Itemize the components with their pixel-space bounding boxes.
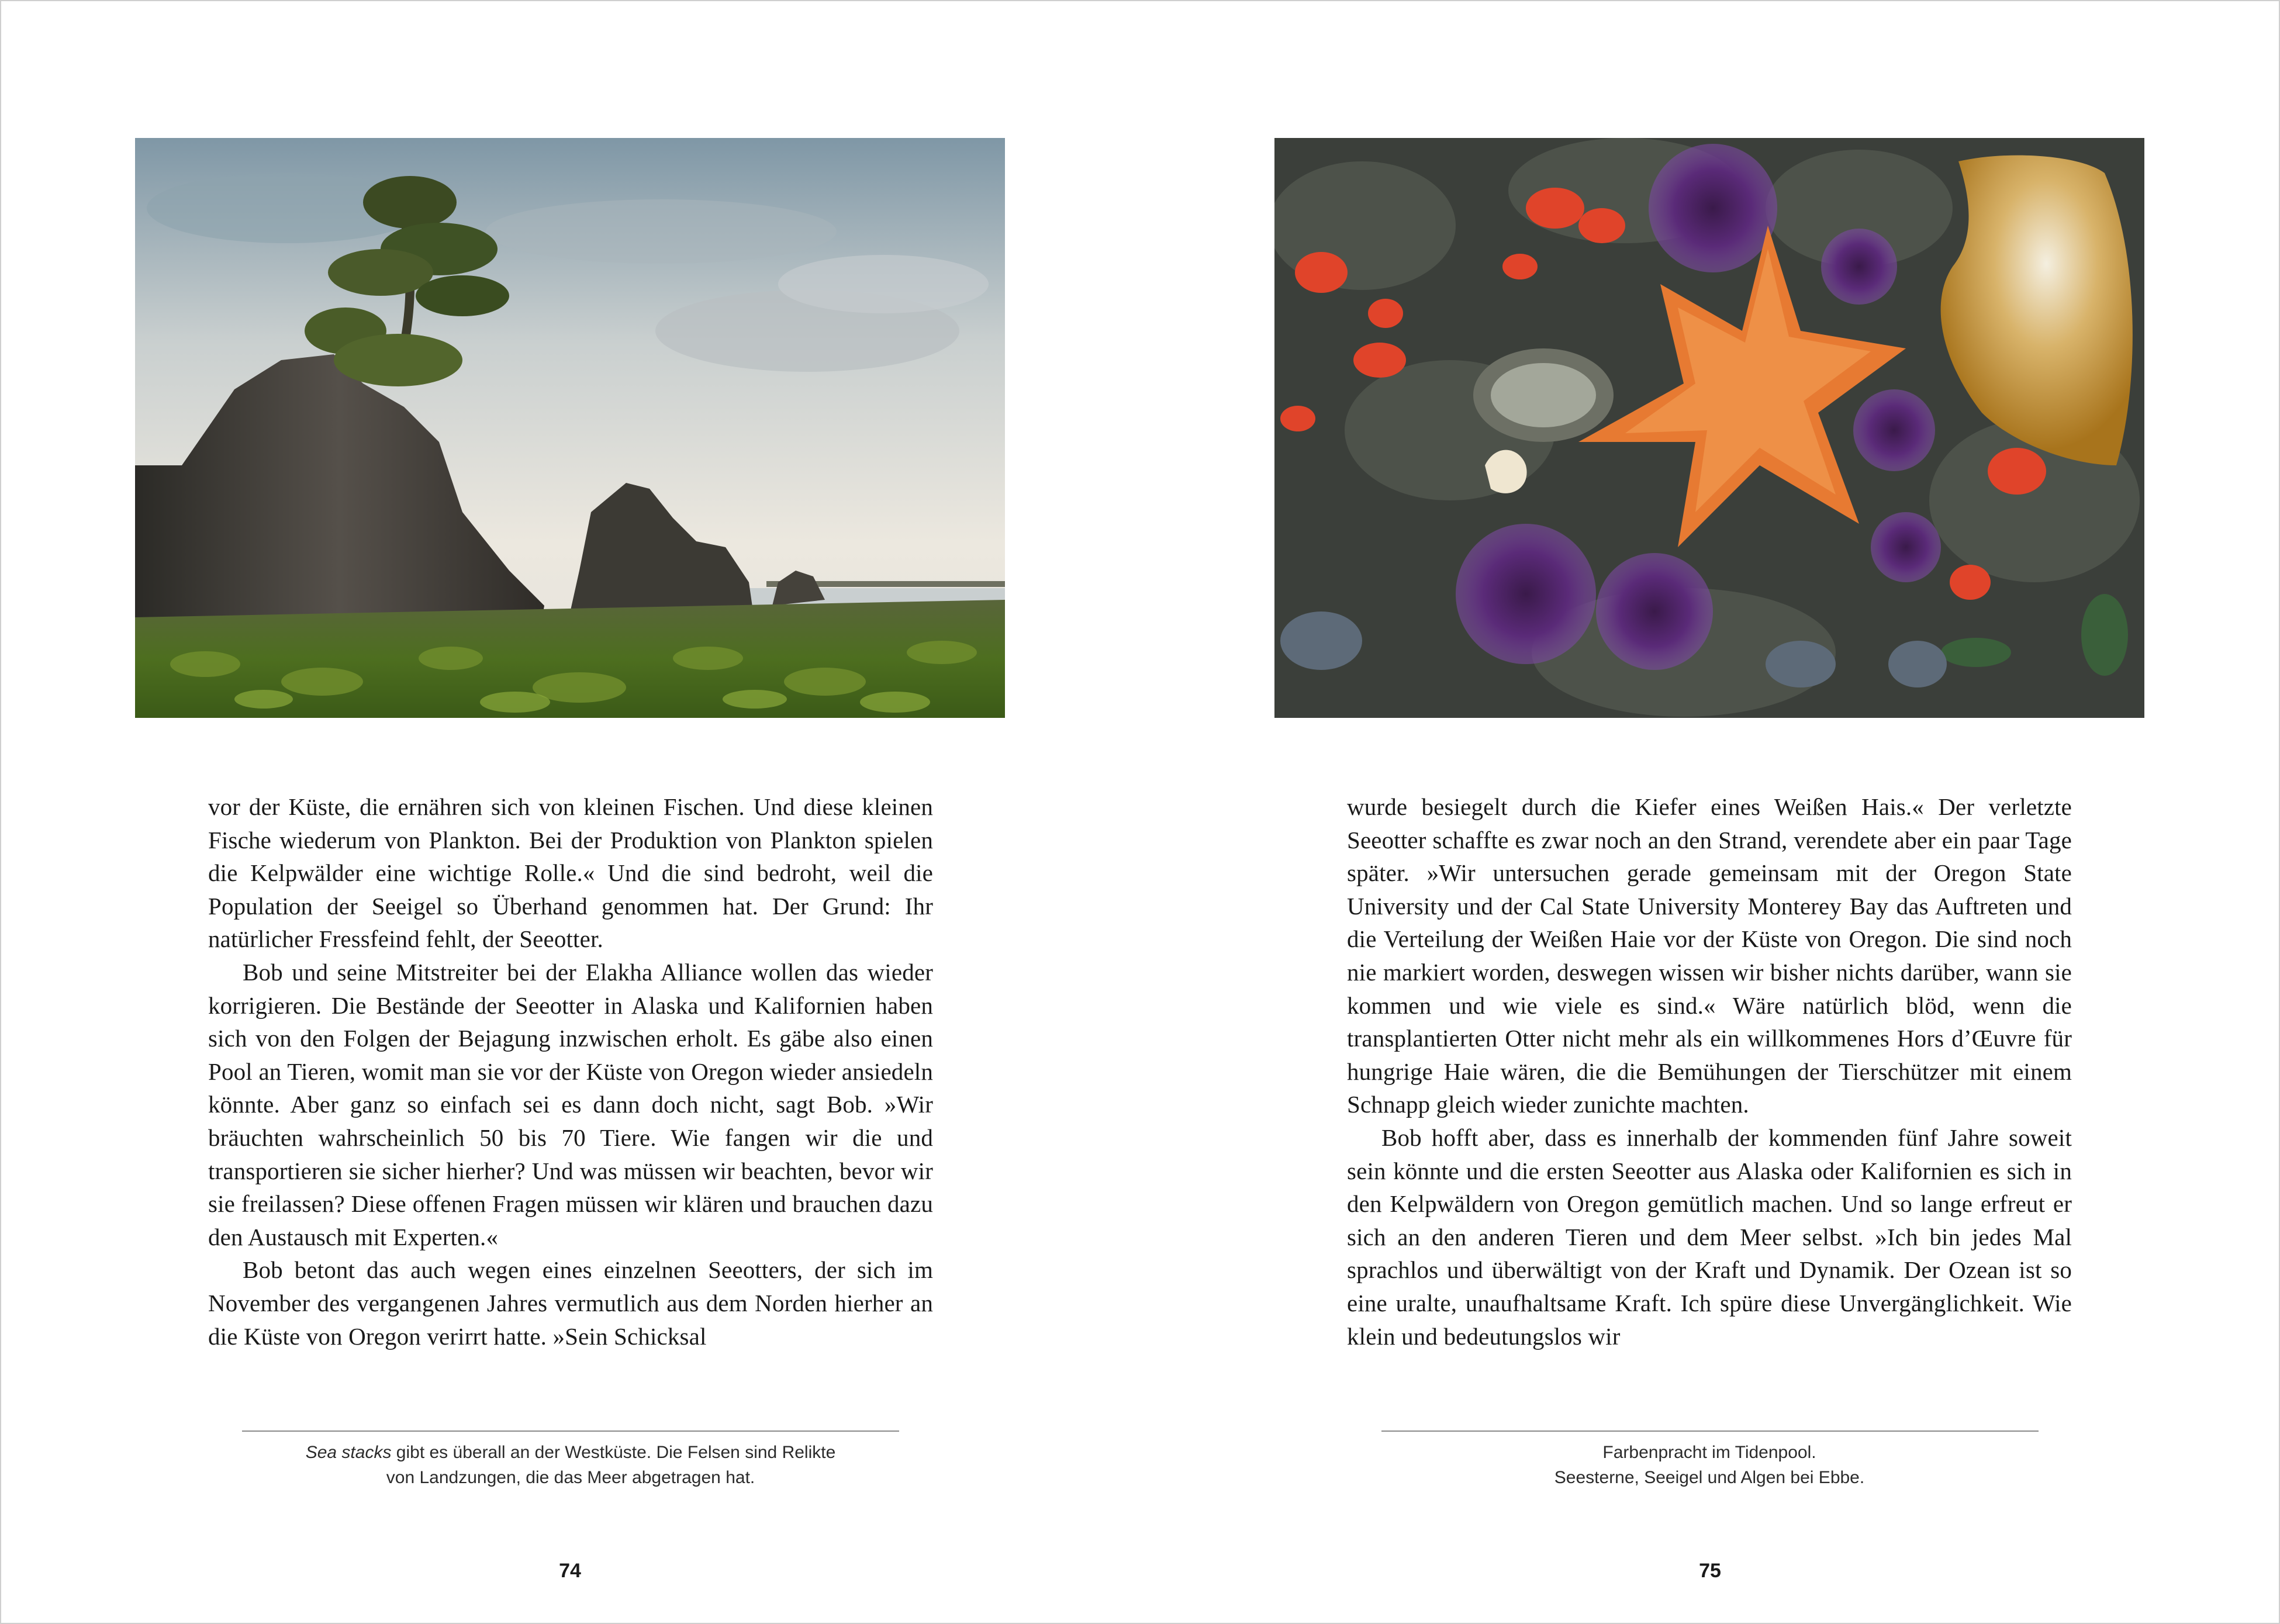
tidepool-starfish-illustration [1274,138,2144,718]
left-caption-line-2: von Landzungen, die das Meer abgetragen hat. [386,1468,755,1487]
left-paragraph-1: vor der Küste, die ernähren sich von kleinen Fischen. Und diese kleinen Fische wiederum von Plankton. Bei der Produktion von Plankton spielen die Kelpwälder eine wichtige Rolle.« Und die sind bedroht, weil die Population der Seeigel so Überhand genommen hat. Der Grund: Ihr natürlicher Fressfeind fehlt, der Seeotter. [208,793,933,953]
right-caption-divider [1381,1430,2039,1432]
page-number-right: 75 [1699,1560,1721,1582]
right-paragraph-2: Bob hofft aber, dass es innerhalb der kommenden fünf Jahre soweit sein könnte und die ersten Seeotter aus Alaska oder Kalifornien es sich in den Kelpwäldern von Oregon gemütlich machen. Und so lange erfreut er sich an den anderen Tieren und dem Meer selbst. »Ich bin jedes Mal sprachlos und überwältigt von der Kraft und Dynamik. Der Ozean ist so eine uralte, unaufhaltsame Kraft. Ich spüre diese Unvergänglichkeit. Wie klein und bedeutungslos wir [1347,1124,2072,1350]
left-body-text [208,790,933,1353]
right-caption-line-1: Farbenpracht im Tidenpool. [1602,1443,1816,1462]
right-paragraph-1: wurde besiegelt durch die Kiefer eines Weißen Hais.« Der verletzte Seeotter schaffte es zwar noch an den Strand, verendete aber ein paar Tage später. »Wir untersuchen gerade gemeinsam mit der Oregon State University und der Cal State University Monterey Bay das Auftreten und die Verteilung der Weißen Haie vor der Küste von Oregon. Die sind noch nie markiert worden, deswegen wissen wir bisher nichts darüber, wann sie kommen und wie viele es sind.« Wäre natürlich blöd, wenn die transplantierten Otter nicht mehr als ein willkommenes Hors d’Œuvre für hungrige Haie wären, die die Bemühungen der Tierschützer mit einem Schnapp gleich wieder zunichte machten. [1347,793,2072,1118]
left-caption-line-1 [208,1440,933,1465]
caption-italic-term: Sea stacks [305,1443,392,1462]
right-page [1140,0,2280,1624]
sea-stacks-landscape-illustration [135,138,1005,718]
sea-stacks-landscape-photo [135,138,1005,718]
left-paragraph-3: Bob betont das auch wegen eines einzelnen Seeotters, der sich im November des vergangenen Jahres vermutlich aus dem Norden hierher an die Küste von Oregon verirrt hatte. »Sein Schicksal [208,1256,933,1350]
left-photo-caption [208,1440,933,1490]
page-number-left: 74 [559,1560,581,1582]
left-caption-divider [242,1430,899,1432]
right-body-text [1347,790,2072,1353]
right-photo-caption [1347,1440,2072,1490]
right-caption-line-2: Seesterne, Seeigel und Algen bei Ebbe. [1554,1468,1865,1487]
tidepool-starfish-photo [1274,138,2144,718]
caption-line-1-rest: gibt es überall an der Westküste. Die Felsen sind Relikte [391,1443,836,1462]
left-paragraph-2: Bob und seine Mitstreiter bei der Elakha Alliance wollen das wieder korrigieren. Die Bestände der Seeotter in Alaska und Kalifornien haben sich von den Folgen der Bejagung inzwischen erholt. Es gäbe also einen Pool an Tieren, womit man sie vor der Küste von Oregon wieder ansiedeln könnte. Aber ganz so einfach sei es dann doch nicht, sagt Bob. »Wir bräuchten wahrscheinlich 50 bis 70 Tiere. Wie fangen wir die und transportieren sie sicher hierher? Und was müssen wir beachten, bevor wir sie freilassen? Diese offenen Fragen müssen wir klären und brauchen dazu den Austausch mit Experten.« [208,958,933,1250]
